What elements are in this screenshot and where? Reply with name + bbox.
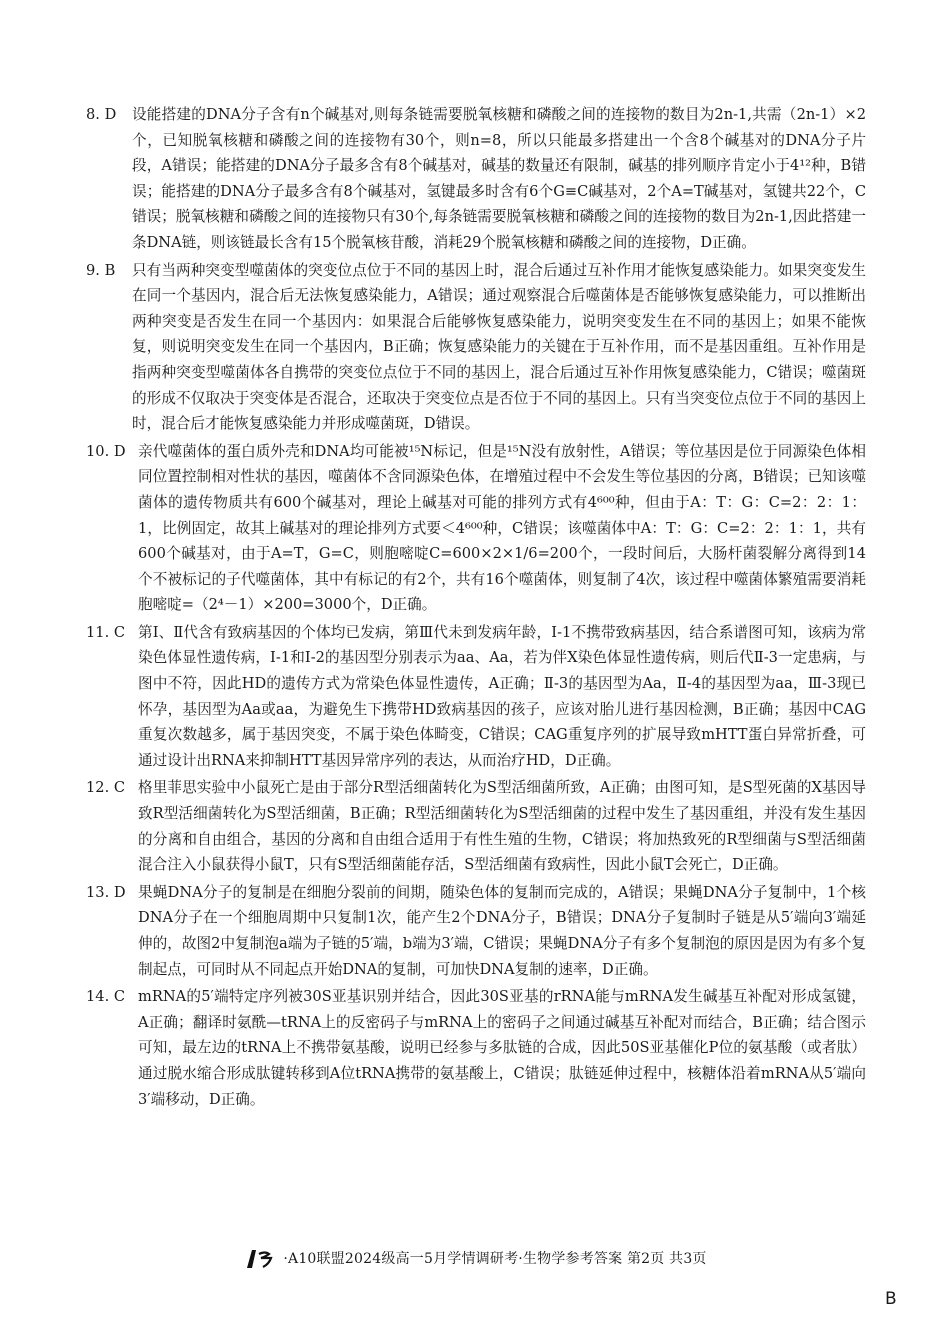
answer-number: 12. C bbox=[86, 779, 126, 797]
answer-item-13 bbox=[86, 880, 866, 982]
answer-explanation: 亲代噬菌体的蛋白质外壳和DNA均可能被¹⁵N标记，但是¹⁵N没有放射性，A错误；等位基因是位于同源染色体相同位置控制相对性状的基因，噬菌体不含同源染色体，在增殖过程中不会发生等位基因的分离，B错误；已知该噬菌体的遗传物质共有600个碱基对，理论上碱基对可能的排列方式有4⁶⁰⁰种，但由于A：T：G：C=2：2：1：1，比例固定，故其上碱基对的理论排列方式要＜4⁶⁰⁰种，C错误；该噬菌体中A：T：G：C=2：2：1：1，共有600个碱基对，由于A=T，G=C，则胞嘧啶C=600×2×1/6=200个，一段时间后，大肠杆菌裂解分离得到14个不被标记的子代噬菌体，其中有标记的有2个，共有16个噬菌体，则复制了4次，该过程中噬菌体繁殖需要消耗胞嘧啶=（2⁴－1）×200=3000个，D正确。 bbox=[138, 442, 866, 614]
answer-explanation: 第Ⅰ、Ⅱ代含有致病基因的个体均已发病，第Ⅲ代未到发病年龄，Ⅰ-1不携带致病基因，结合系谱图可知，该病为常染色体显性遗传病，Ⅰ-1和Ⅰ-2的基因型分别表示为aa、Aa，若为伴X染色体显性遗传病，则后代Ⅱ-3一定患病，与图中不符，因此HD的遗传方式为常染色体显性遗传，A正确；Ⅱ-3的基因型为Aa，Ⅱ-4的基因型为aa，Ⅲ-3现已怀孕，基因型为Aa或aa，为避免生下携带HD致病基因的孩子，应该对胎儿进行基因检测，B正确；基因中CAG重复次数越多，属于基因突变，不属于染色体畸变，C错误；CAG重复序列的扩展导致mHTT蛋白异常折叠，可通过设计出RNA来抑制HTT基因异常序列的表达，从而治疗HD，D正确。 bbox=[138, 623, 866, 769]
answer-number: 11. C bbox=[86, 623, 126, 641]
answer-number: 10. D bbox=[86, 442, 126, 460]
answer-item-10 bbox=[86, 439, 866, 618]
version-mark: B bbox=[885, 1289, 897, 1309]
answer-item-12 bbox=[86, 775, 866, 877]
answer-explanation: 只有当两种突变型噬菌体的突变位点位于不同的基因上时，混合后通过互补作用才能恢复感染能力。如果突变发生在同一个基因内，混合后无法恢复感染能力，A错误；通过观察混合后噬菌体是否能够恢复感染能力，可以推断出两种突变是否发生在同一个基因内：如果混合后能够恢复感染能力，说明突变发生在不同的基因上；如果不能恢复，则说明突变发生在同一个基因内，B正确；恢复感染能力的关键在于互补作用，而不是基因重组。互补作用是指两种突变型噬菌体各自携带的突变位点位于不同的基因上，混合后通过互补作用恢复感染能力，C错误；噬菌斑的形成不仅取决于突变体是否混合，还取决于突变位点是否位于不同的基因上。只有当突变位点位于不同的基因上时，混合后才能恢复感染能力并形成噬菌斑，D错误。 bbox=[132, 261, 866, 433]
page-footer bbox=[0, 1248, 950, 1270]
answer-list bbox=[86, 102, 866, 1114]
answer-number: 9. B bbox=[86, 261, 116, 279]
answer-explanation: 设能搭建的DNA分子含有n个碱基对,则每条链需要脱氧核糖和磷酸之间的连接物的数目为2n-1,共需（2n-1）×2个，已知脱氧核糖和磷酸之间的连接物有30个，则n=8，所以只能最多搭建出一个含8个碱基对的DNA分子片段，A错误；能搭建的DNA分子最多含有8个碱基对，碱基的数量还有限制，碱基的排列顺序肯定小于4¹²种，B错误；能搭建的DNA分子最多含有8个碱基对，氢键最多时含有6个G≡C碱基对，2个A=T碱基对，氢键共22个，C错误；脱氧核糖和磷酸之间的连接物只有30个,每条链需要脱氧核糖和磷酸之间的连接物的数目为2n-1,因此搭建一条DNA链，则该链最长含有15个脱氧核苷酸，消耗29个脱氧核糖和磷酸之间的连接物，D正确。 bbox=[132, 106, 866, 251]
footer-text: ·A10联盟2024级高一5月学情调研考·生物学参考答案 第2页 共3页 bbox=[283, 1251, 707, 1267]
answer-number: 14. C bbox=[86, 988, 126, 1006]
answer-explanation: mRNA的5′端特定序列被30S亚基识别并结合，因此30S亚基的rRNA能与mRNA发生碱基互补配对形成氢键，A正确；翻译时氨酰—tRNA上的反密码子与mRNA上的密码子之间通过碱基互补配对而结合，B正确；结合图示可知，最左边的tRNA上不携带氨基酸，说明已经参与多肽链的合成，因此50S亚基催化P位的氨基酸（或者肽）通过脱水缩合形成肽键转移到A位tRNA携带的氨基酸上，C错误；肽链延伸过程中，核糖体沿着mRNA从5′端向3′端移动，D正确。 bbox=[138, 988, 866, 1108]
brand-logo-icon bbox=[243, 1248, 281, 1270]
answer-item-8 bbox=[86, 102, 866, 256]
answer-item-11 bbox=[86, 620, 866, 774]
answer-item-9 bbox=[86, 258, 866, 437]
answer-explanation: 格里菲思实验中小鼠死亡是由于部分R型活细菌转化为S型活细菌所致，A正确；由图可知，是S型死菌的X基因导致R型活细菌转化为S型活细菌，B正确；R型活细菌转化为S型活细菌的过程中发生了基因重组，并没有发生基因的分离和自由组合，基因的分离和自由组合适用于有性生殖的生物，C错误；将加热致死的R型细菌与S型活细菌混合注入小鼠获得小鼠T，只有S型活细菌能存活，S型活细菌有致病性，因此小鼠T会死亡，D正确。 bbox=[138, 779, 866, 874]
answer-item-14 bbox=[86, 984, 866, 1112]
answer-number: 8. D bbox=[86, 106, 117, 123]
answer-number: 13. D bbox=[86, 883, 126, 901]
answer-explanation: 果蝇DNA分子的复制是在细胞分裂前的间期，随染色体的复制而完成的，A错误；果蝇DNA分子复制中，1个核DNA分子在一个细胞周期中只复制1次，能产生2个DNA分子，B错误；DNA分子复制时子链是从5′端向3′端延伸的，故图2中复制泡a端为子链的5′端，b端为3′端，C错误；果蝇DNA分子有多个复制泡的原因是因为有多个复制起点，可同时从不同起点开始DNA的复制，可加快DNA复制的速率，D正确。 bbox=[138, 883, 866, 978]
